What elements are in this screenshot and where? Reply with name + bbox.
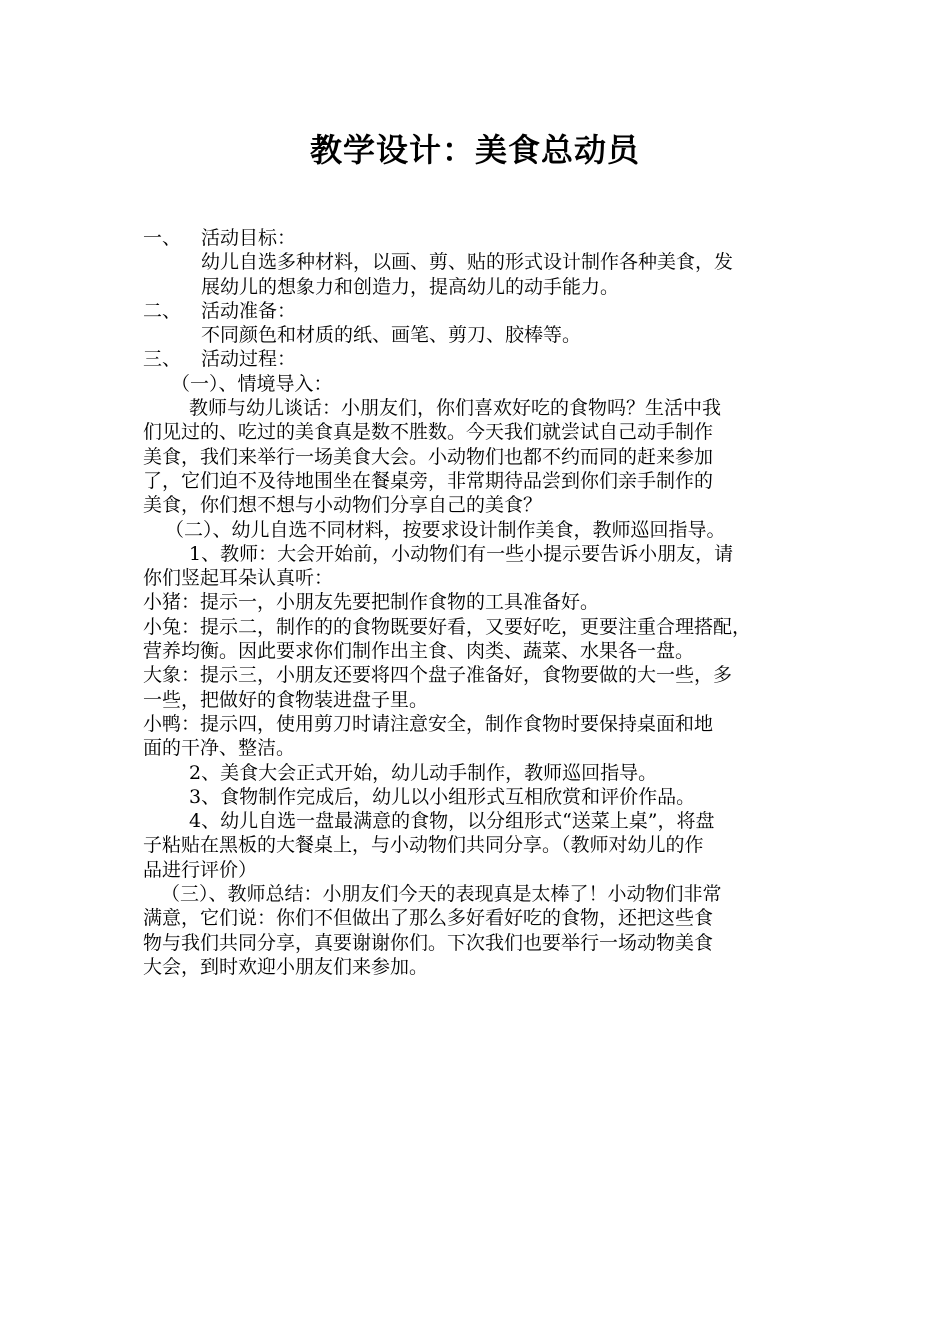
paragraph-line: 教师与幼儿谈话：小朋友们，你们喜欢好吃的食物吗？生活中我 [189, 397, 722, 420]
part3-heading: （三）、教师总结：小朋友们今天的表现真是太棒了！小动物们非常 [161, 883, 722, 906]
section-heading-process [143, 347, 811, 371]
animal-hint-line: 大象：提示三，小朋友还要将四个盘子准备好，食物要做的大一些，多 [143, 664, 733, 687]
animal-hint-line: 小猪：提示一，小朋友先要把制作食物的工具准备好。 [143, 591, 600, 614]
animal-hint-line: 小兔：提示二，制作的的食物既要好看，又要好吃，更要注重合理搭配， [143, 615, 752, 638]
goals-line: 展幼儿的想象力和创造力，提高幼儿的动手能力。 [201, 275, 620, 298]
goals-line: 幼儿自选多种材料，以画、剪、贴的形式设计制作各种美食，发 [201, 251, 734, 274]
paragraph-line: 美食，你们想不想与小动物们分享自己的美食？ [143, 494, 543, 517]
paragraph-line: 品进行评价） [143, 858, 258, 881]
document-title: 教学设计：美食总动员 [309, 131, 640, 169]
section-heading-preparation [143, 299, 811, 323]
section-title: 活动准备： [201, 299, 297, 322]
section-title: 活动过程： [201, 348, 297, 371]
paragraph-line: 子粘贴在黑板的大餐桌上，与小动物们共同分享。（教师对幼儿的作 [143, 834, 704, 857]
paragraph-line: 们见过的、吃过的美食真是数不胜数。今天我们就尝试自己动手制作 [143, 421, 714, 444]
animal-hint-line: 营养均衡。因此要求你们制作出主食、肉类、蔬菜、水果各一盘。 [143, 640, 695, 663]
section-heading-goals [143, 226, 811, 250]
paragraph-line: 物与我们共同分享，真要谢谢你们。下次我们也要举行一场动物美食 [143, 931, 714, 954]
animal-hint-line: 一些，把做好的食物装进盘子里。 [143, 688, 429, 711]
section-title: 活动目标： [201, 227, 297, 249]
section-number: 一、 [143, 227, 182, 249]
paragraph-line: 满意，它们说：你们不但做出了那么多好看好吃的食物，还把这些食 [143, 907, 714, 930]
preparation-line: 不同颜色和材质的纸、画笔、剪刀、胶棒等。 [201, 324, 582, 347]
paragraph-line: 大会，到时欢迎小朋友们来参加。 [143, 955, 429, 978]
part1-heading: （一）、情境导入： [171, 372, 333, 395]
paragraph-line: 1、教师：大会开始前，小动物们有一些小提示要告诉小朋友，请 [189, 542, 734, 565]
part2-heading: （二）、幼儿自选不同材料，按要求设计制作美食，教师巡回指导。 [165, 518, 726, 541]
animal-hint-line: 面的干净、整洁。 [143, 737, 296, 760]
document-body [143, 226, 811, 979]
section-number: 二、 [143, 299, 182, 322]
paragraph-line: 了，它们迫不及待地围坐在餐桌旁，非常期待品尝到你们亲手制作的 [143, 469, 714, 492]
paragraph-line: 美食，我们来举行一场美食大会。小动物们也都不约而同的赶来参加 [143, 445, 714, 468]
paragraph-line: 你们竖起耳朵认真听： [143, 567, 334, 590]
paragraph-line: 4、幼儿自选一盘最满意的食物，以分组形式“送菜上桌”，将盘 [189, 810, 715, 833]
animal-hint-line: 小鸭：提示四，使用剪刀时请注意安全，制作食物时要保持桌面和地 [143, 712, 714, 735]
paragraph-line: 2、美食大会正式开始，幼儿动手制作，教师巡回指导。 [189, 761, 658, 784]
paragraph-line: 3、食物制作完成后，幼儿以小组形式互相欣赏和评价作品。 [189, 785, 696, 808]
section-number: 三、 [143, 348, 182, 371]
